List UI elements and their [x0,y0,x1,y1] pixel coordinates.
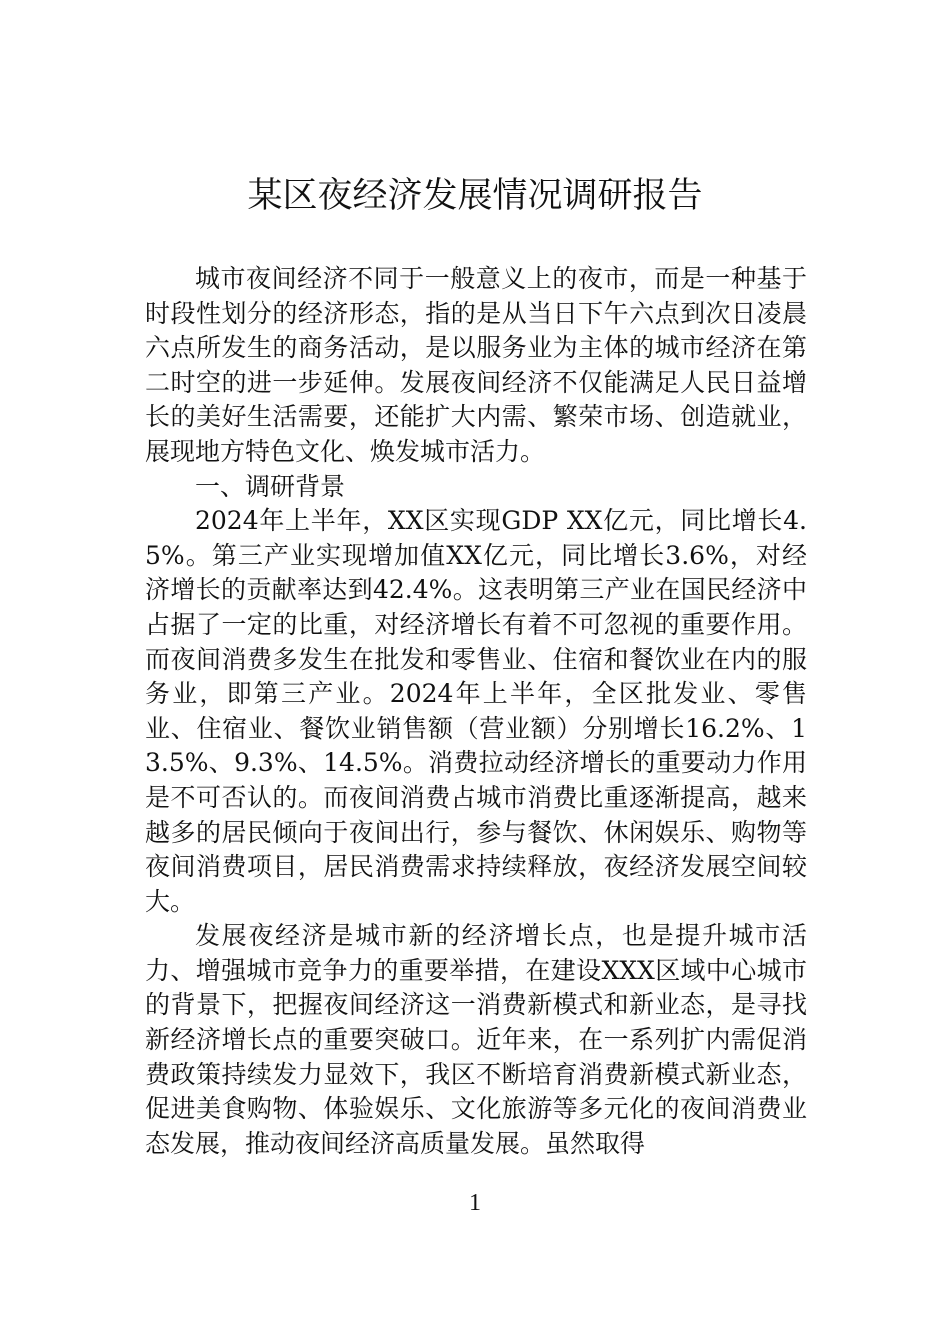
background-paragraph: 2024年上半年，XX区实现GDP XX亿元，同比增长4.5%。第三产业实现增加值XX亿元，同比增长3.6%，对经济增长的贡献率达到42.4%。这表明第三产业在国民经济中占据了一定的比重，对经济增长有着不可忽视的重要作用。而夜间消费多发生在批发和零售业、住宿和餐饮业在内的服务业，即第三产业。2024年上半年，全区批发业、零售业、住宿业、餐饮业销售额（营业额）分别增长16.2%、13.5%、9.3%、14.5%。消费拉动经济增长的重要动力作用是不可否认的。而夜间消费占城市消费比重逐渐提高，越来越多的居民倾向于夜间出行，参与餐饮、休闲娱乐、购物等夜间消费项目，居民消费需求持续释放，夜经济发展空间较大。 [145,506,807,916]
page-number: 1 [469,1190,481,1216]
document-title: 某区夜经济发展情况调研报告 [247,176,703,216]
section-heading: 一、调研背景 [195,471,346,501]
development-paragraph: 发展夜经济是城市新的经济增长点，也是提升城市活力、增强城市竞争力的重要举措，在建设XXX区域中心城市的背景下，把握夜间经济这一消费新模式和新业态，是寻找新经济增长点的重要突破口。近年来，在一系列扩内需促消费政策持续发力显效下，我区不断培育消费新模式新业态，促进美食购物、体验娱乐、文化旅游等多元化的夜间消费业态发展，推动夜间经济高质量发展。虽然取得 [145,921,807,1158]
document-body [145,262,807,1161]
intro-paragraph: 城市夜间经济不同于一般意义上的夜市，而是一种基于时段性划分的经济形态，指的是从当日下午六点到次日凌晨六点所发生的商务活动，是以服务业为主体的城市经济在第二时空的进一步延伸。发展夜间经济不仅能满足人民日益增长的美好生活需要，还能扩大内需、繁荣市场、创造就业，展现地方特色文化、焕发城市活力。 [145,264,807,466]
